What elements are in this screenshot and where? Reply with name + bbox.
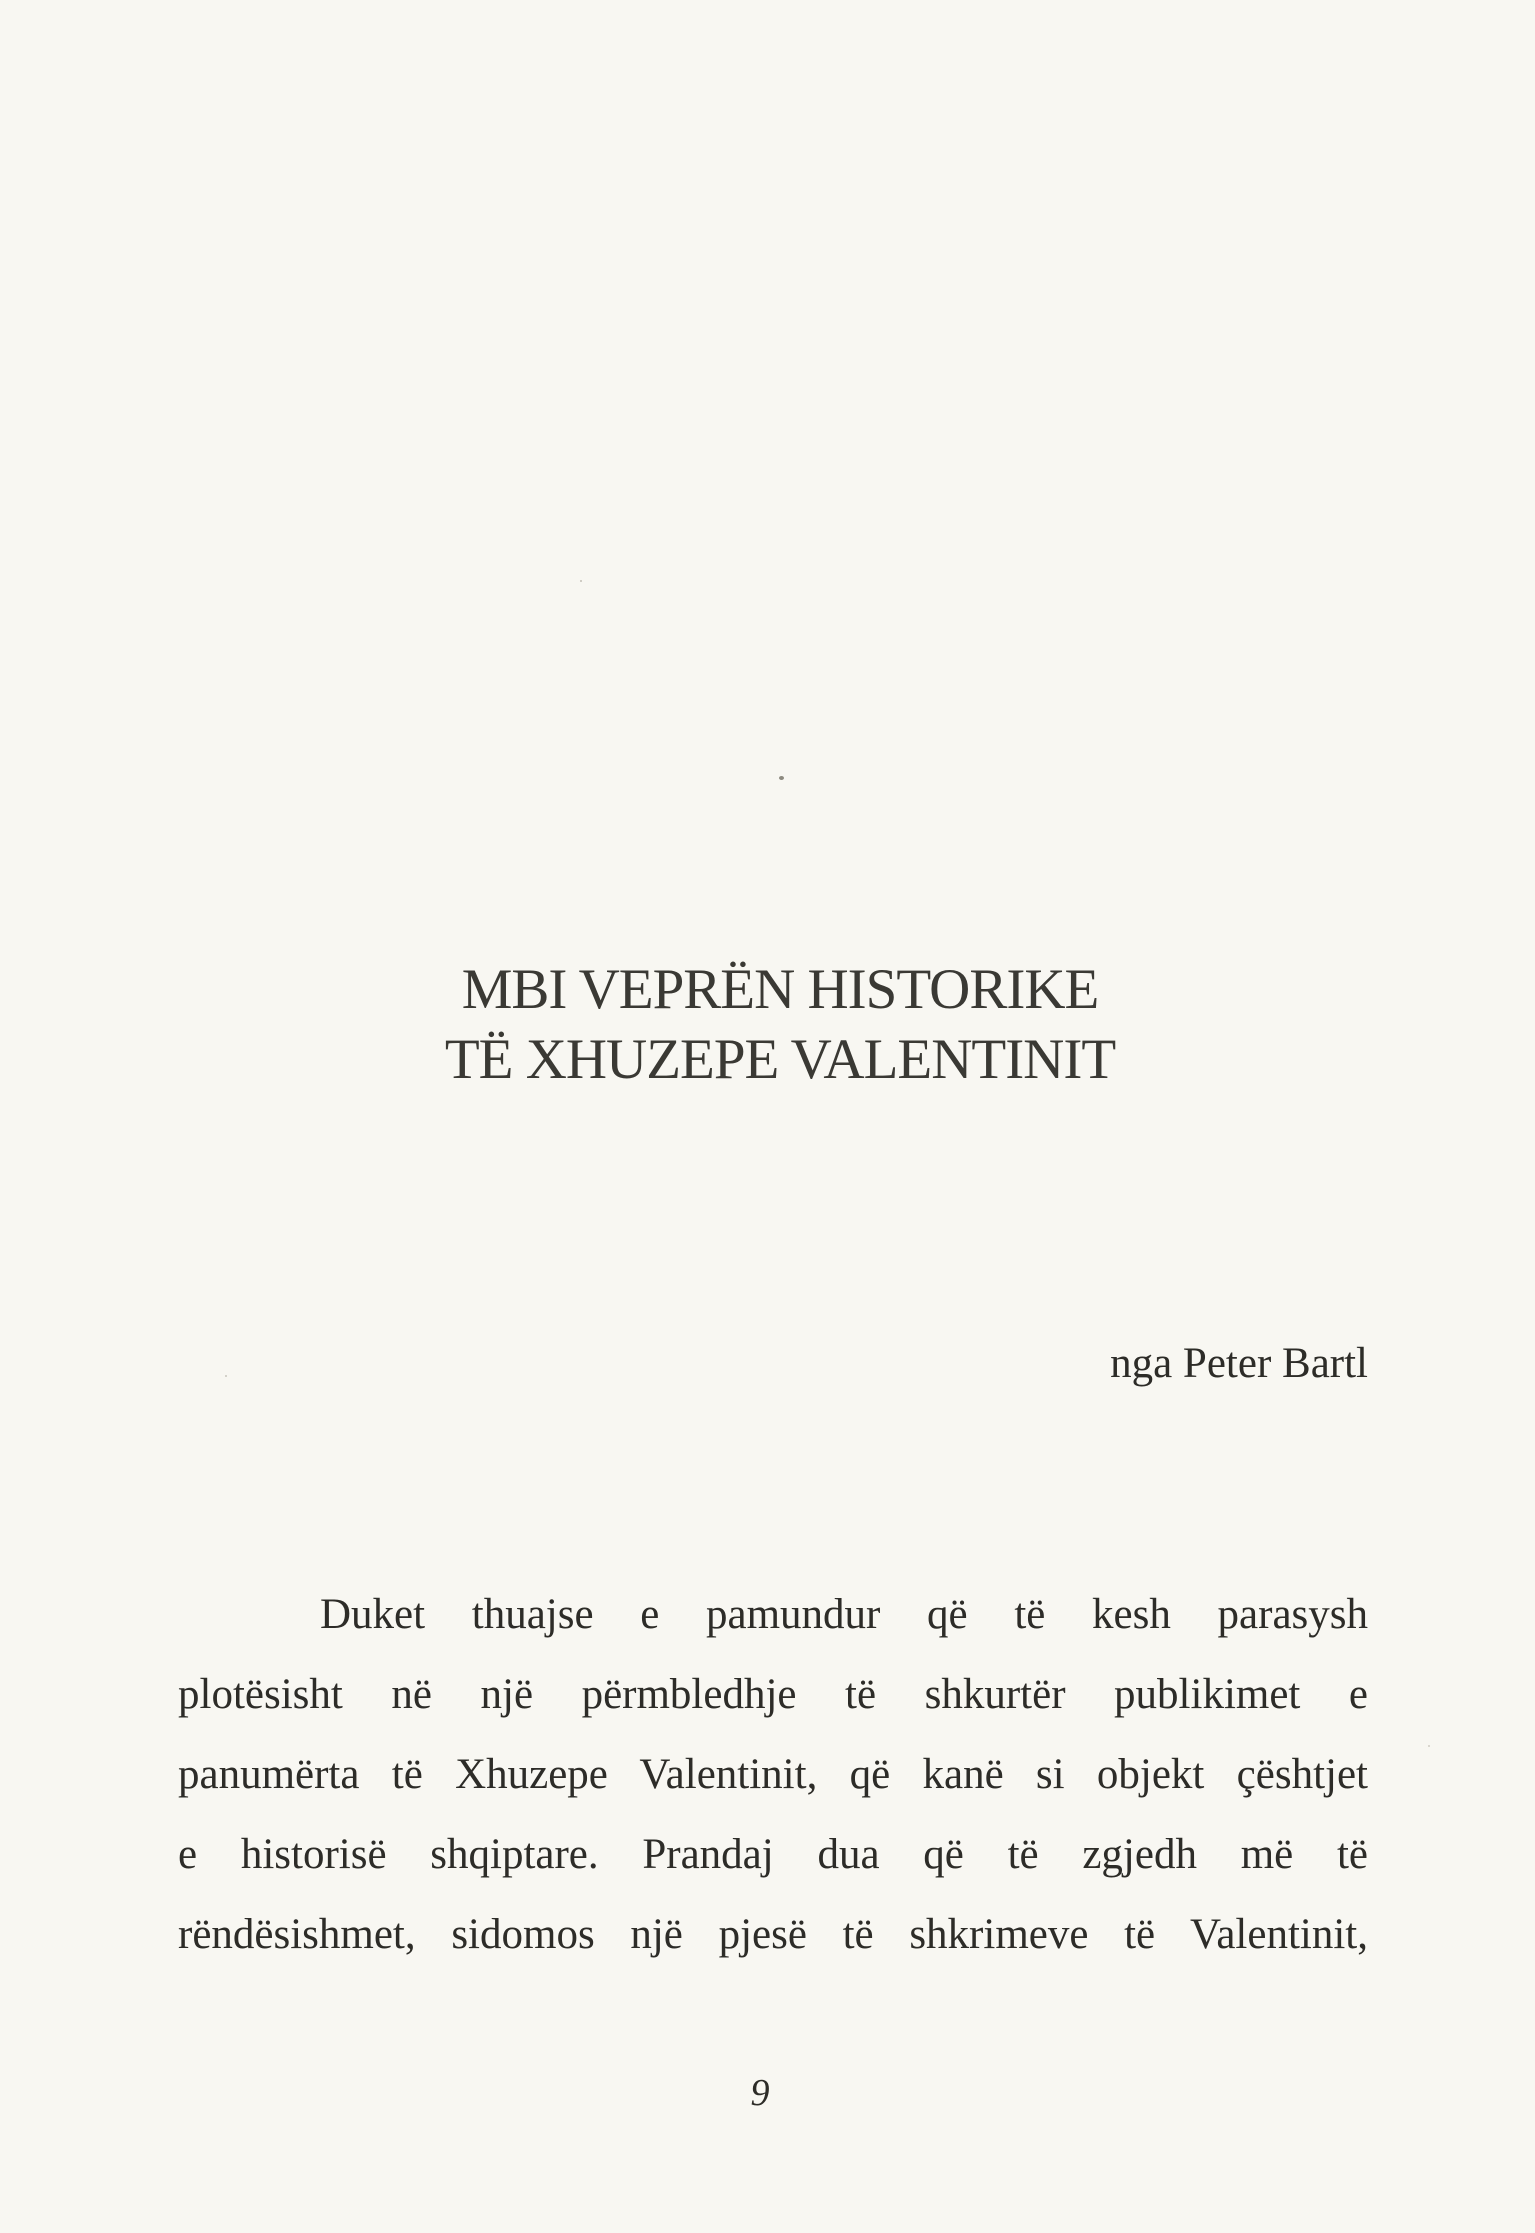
chapter-title-line-1: MBI VEPRËN HISTORIKE (461, 958, 1099, 1021)
body-paragraph (178, 1575, 1368, 1975)
paper-speck (779, 776, 784, 780)
chapter-title-line-2: TË XHUZEPE VALENTINIT (444, 1028, 1116, 1091)
body-line: rëndësishmet, sidomos një pjesë të shkrimeve të Valentinit, (178, 1911, 1368, 1958)
body-line: panumërta të Xhuzepe Valentinit, që kanë si objekt çështjet (178, 1751, 1368, 1798)
body-line: plotësisht në një përmbledhje të shkurtër publikimet e (178, 1671, 1368, 1718)
paper-speck (225, 1375, 227, 1377)
paper-speck (1428, 1745, 1430, 1747)
body-line: e historisë shqiptare. Prandaj dua që të zgjedh më të (178, 1831, 1368, 1878)
chapter-title (330, 955, 1230, 1095)
paper-speck (580, 580, 582, 582)
author-byline: nga Peter Bartl (1110, 1340, 1368, 1387)
page-number: 9 (750, 2072, 770, 2114)
body-line: Duket thuajse e pamundur që të kesh parasysh (320, 1591, 1368, 1638)
